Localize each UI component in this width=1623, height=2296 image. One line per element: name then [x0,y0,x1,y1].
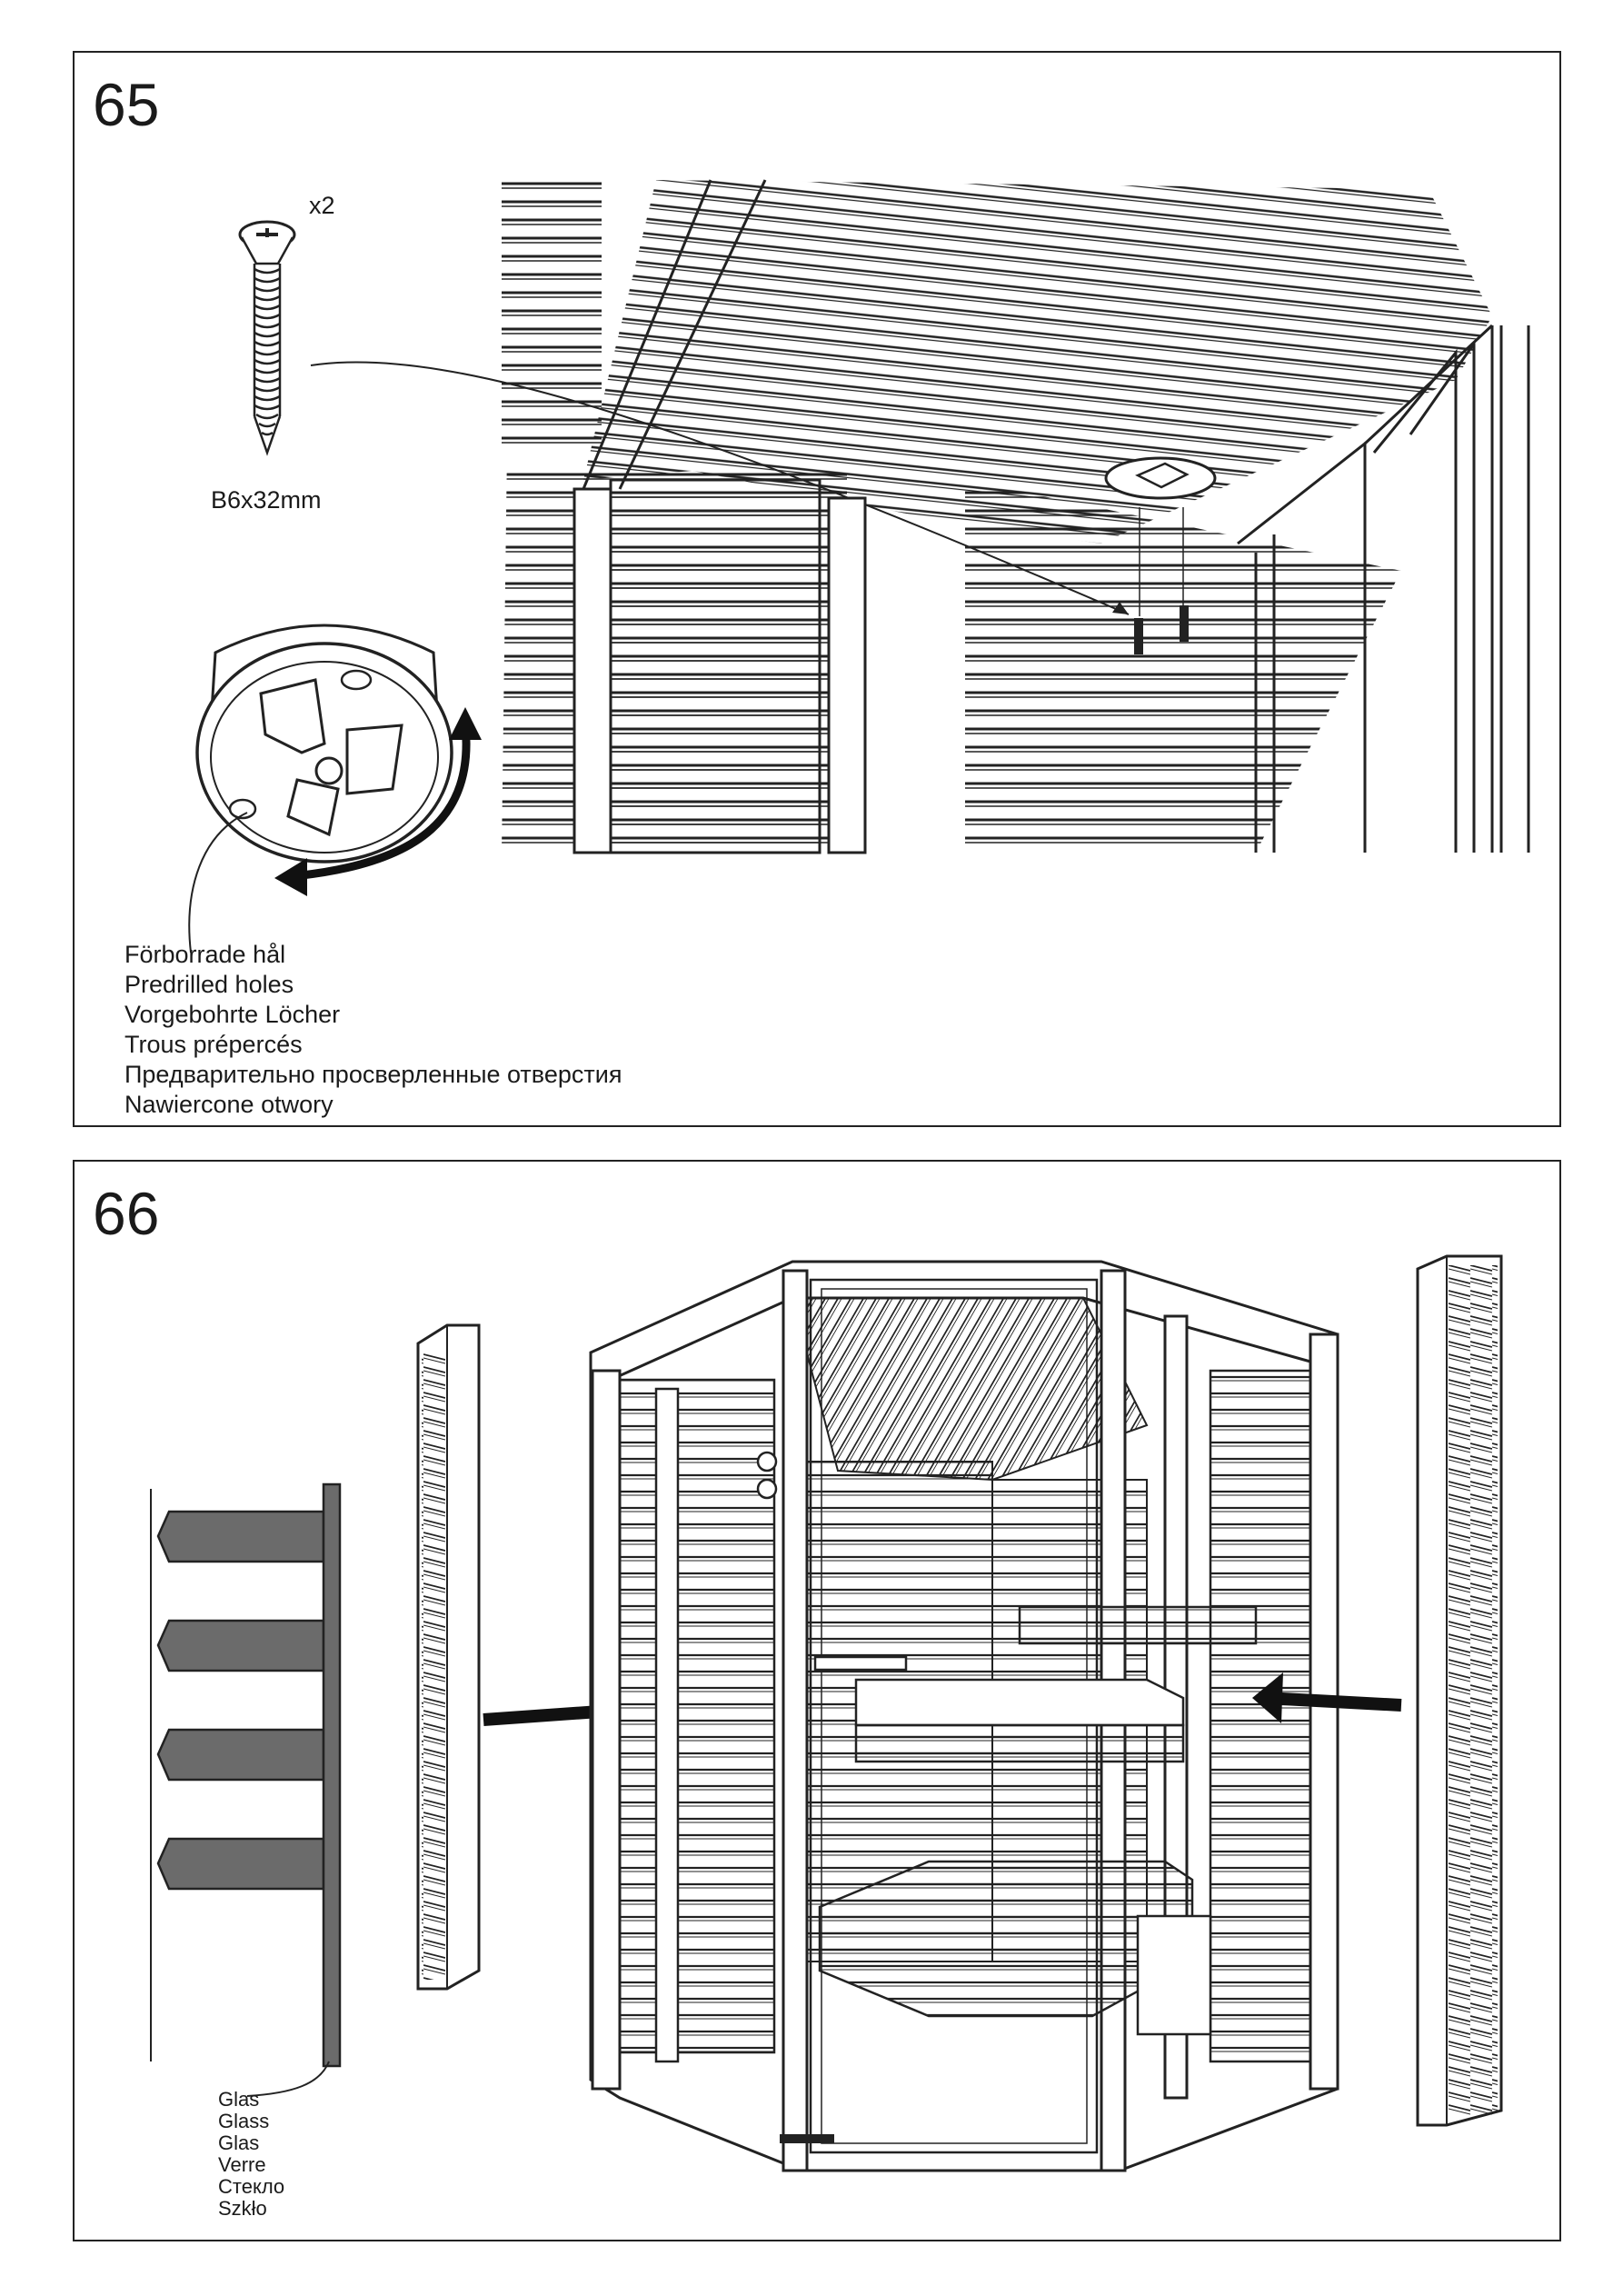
label-french: Verre [218,2153,266,2176]
label-german: Vorgebohrte Löcher [124,1001,341,1028]
right-slat-panel-icon [1418,1256,1501,2125]
step-65-panel [73,51,1561,1127]
glass-label [218,2089,284,2220]
step-66-panel [73,1160,1561,2241]
step-number: 65 [93,71,160,138]
label-english: Glass [218,2110,270,2132]
glass-profile-detail-icon [151,1484,340,2096]
predrilled-holes-label [124,940,622,1120]
label-swedish: Förborrade hål [124,941,286,968]
label-polish: Nawiercone otwory [124,1091,334,1118]
sauna-panel-assembly-illustration [75,1162,1559,2240]
label-russian: Предварительно просверленные отверстия [124,1061,622,1088]
label-english: Predrilled holes [124,971,294,998]
sauna-cabin-icon [591,1262,1338,2171]
screw-icon [240,222,294,453]
label-french: Trous prépercés [124,1031,303,1058]
label-swedish: Glas [218,2088,260,2111]
screw-size: B6x32mm [211,486,322,514]
left-slat-panel-icon [418,1325,479,1989]
label-polish: Szkło [218,2197,267,2220]
step-number: 66 [93,1180,160,1247]
screw-quantity: x2 [309,192,335,219]
mounting-ring-icon [197,625,452,862]
label-russian: Стекло [218,2175,285,2198]
label-german: Glas [218,2131,260,2154]
